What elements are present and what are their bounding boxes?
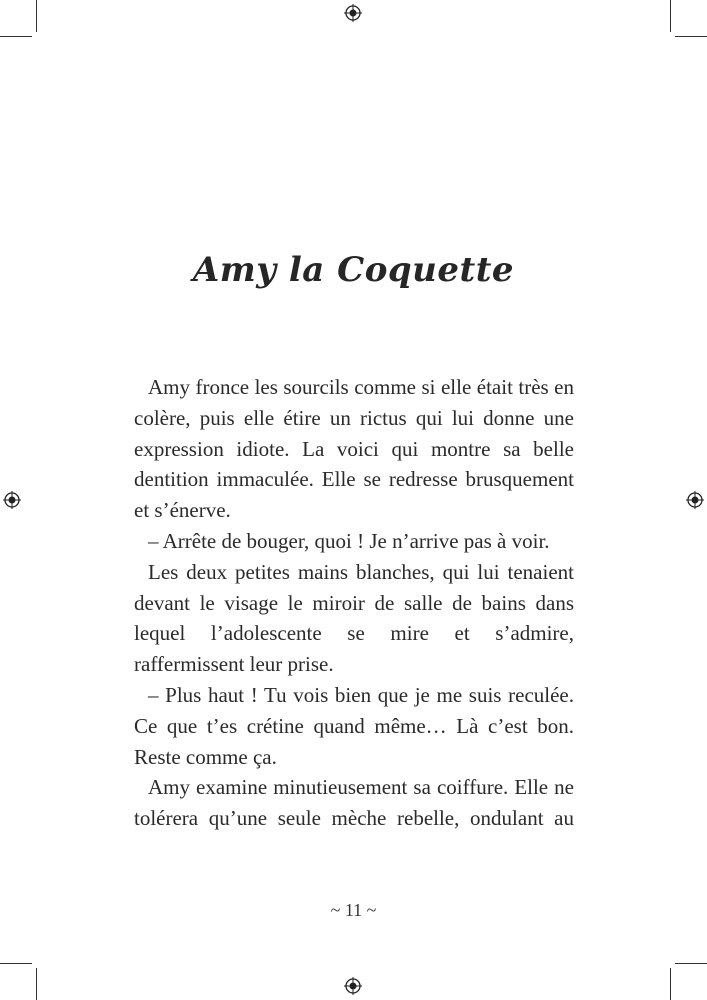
chapter-title: Amy la Coquette [192, 250, 515, 290]
paragraph: Amy examine minutieusement sa coiffure. Elle ne tolérera qu’une seule mèche rebelle, ondulant au [134, 775, 574, 831]
crop-mark-bottom-right-vertical [670, 968, 671, 1000]
crop-mark-top-right-vertical [670, 0, 671, 32]
body-text [134, 372, 574, 834]
crop-mark-top-left-vertical [36, 0, 37, 32]
crop-mark-top-right-horizontal [675, 36, 707, 37]
crop-mark-bottom-left-vertical [36, 968, 37, 1000]
registration-mark-icon [3, 491, 21, 509]
page-number: ~ 11 ~ [330, 900, 377, 920]
crop-mark-bottom-left-horizontal [0, 963, 32, 964]
crop-mark-bottom-right-horizontal [675, 963, 707, 964]
registration-mark-icon [344, 4, 362, 22]
registration-mark-icon [344, 977, 362, 995]
paragraph: – Plus haut ! Tu vois bien que je me suis reculée. Ce que t’es crétine quand même… Là c’est bon. Reste comme ça. [134, 682, 574, 769]
registration-mark-icon [686, 491, 704, 509]
paragraph: – Arrête de bouger, quoi ! Je n’arrive pas à voir. [148, 528, 550, 553]
crop-mark-top-left-horizontal [0, 36, 32, 37]
paragraph: Amy fronce les sourcils comme si elle était très en colère, puis elle étire un rictus qui lui donne une expression idiote. La voici qui montre sa belle dentition immaculée. Elle se redresse brusquement et s’énerve. [134, 375, 574, 523]
paragraph: Les deux petites mains blanches, qui lui tenaient devant le visage le miroir de salle de bains dans lequel l’adolescente se mire et s’admire, raffermissent leur prise. [134, 559, 574, 677]
